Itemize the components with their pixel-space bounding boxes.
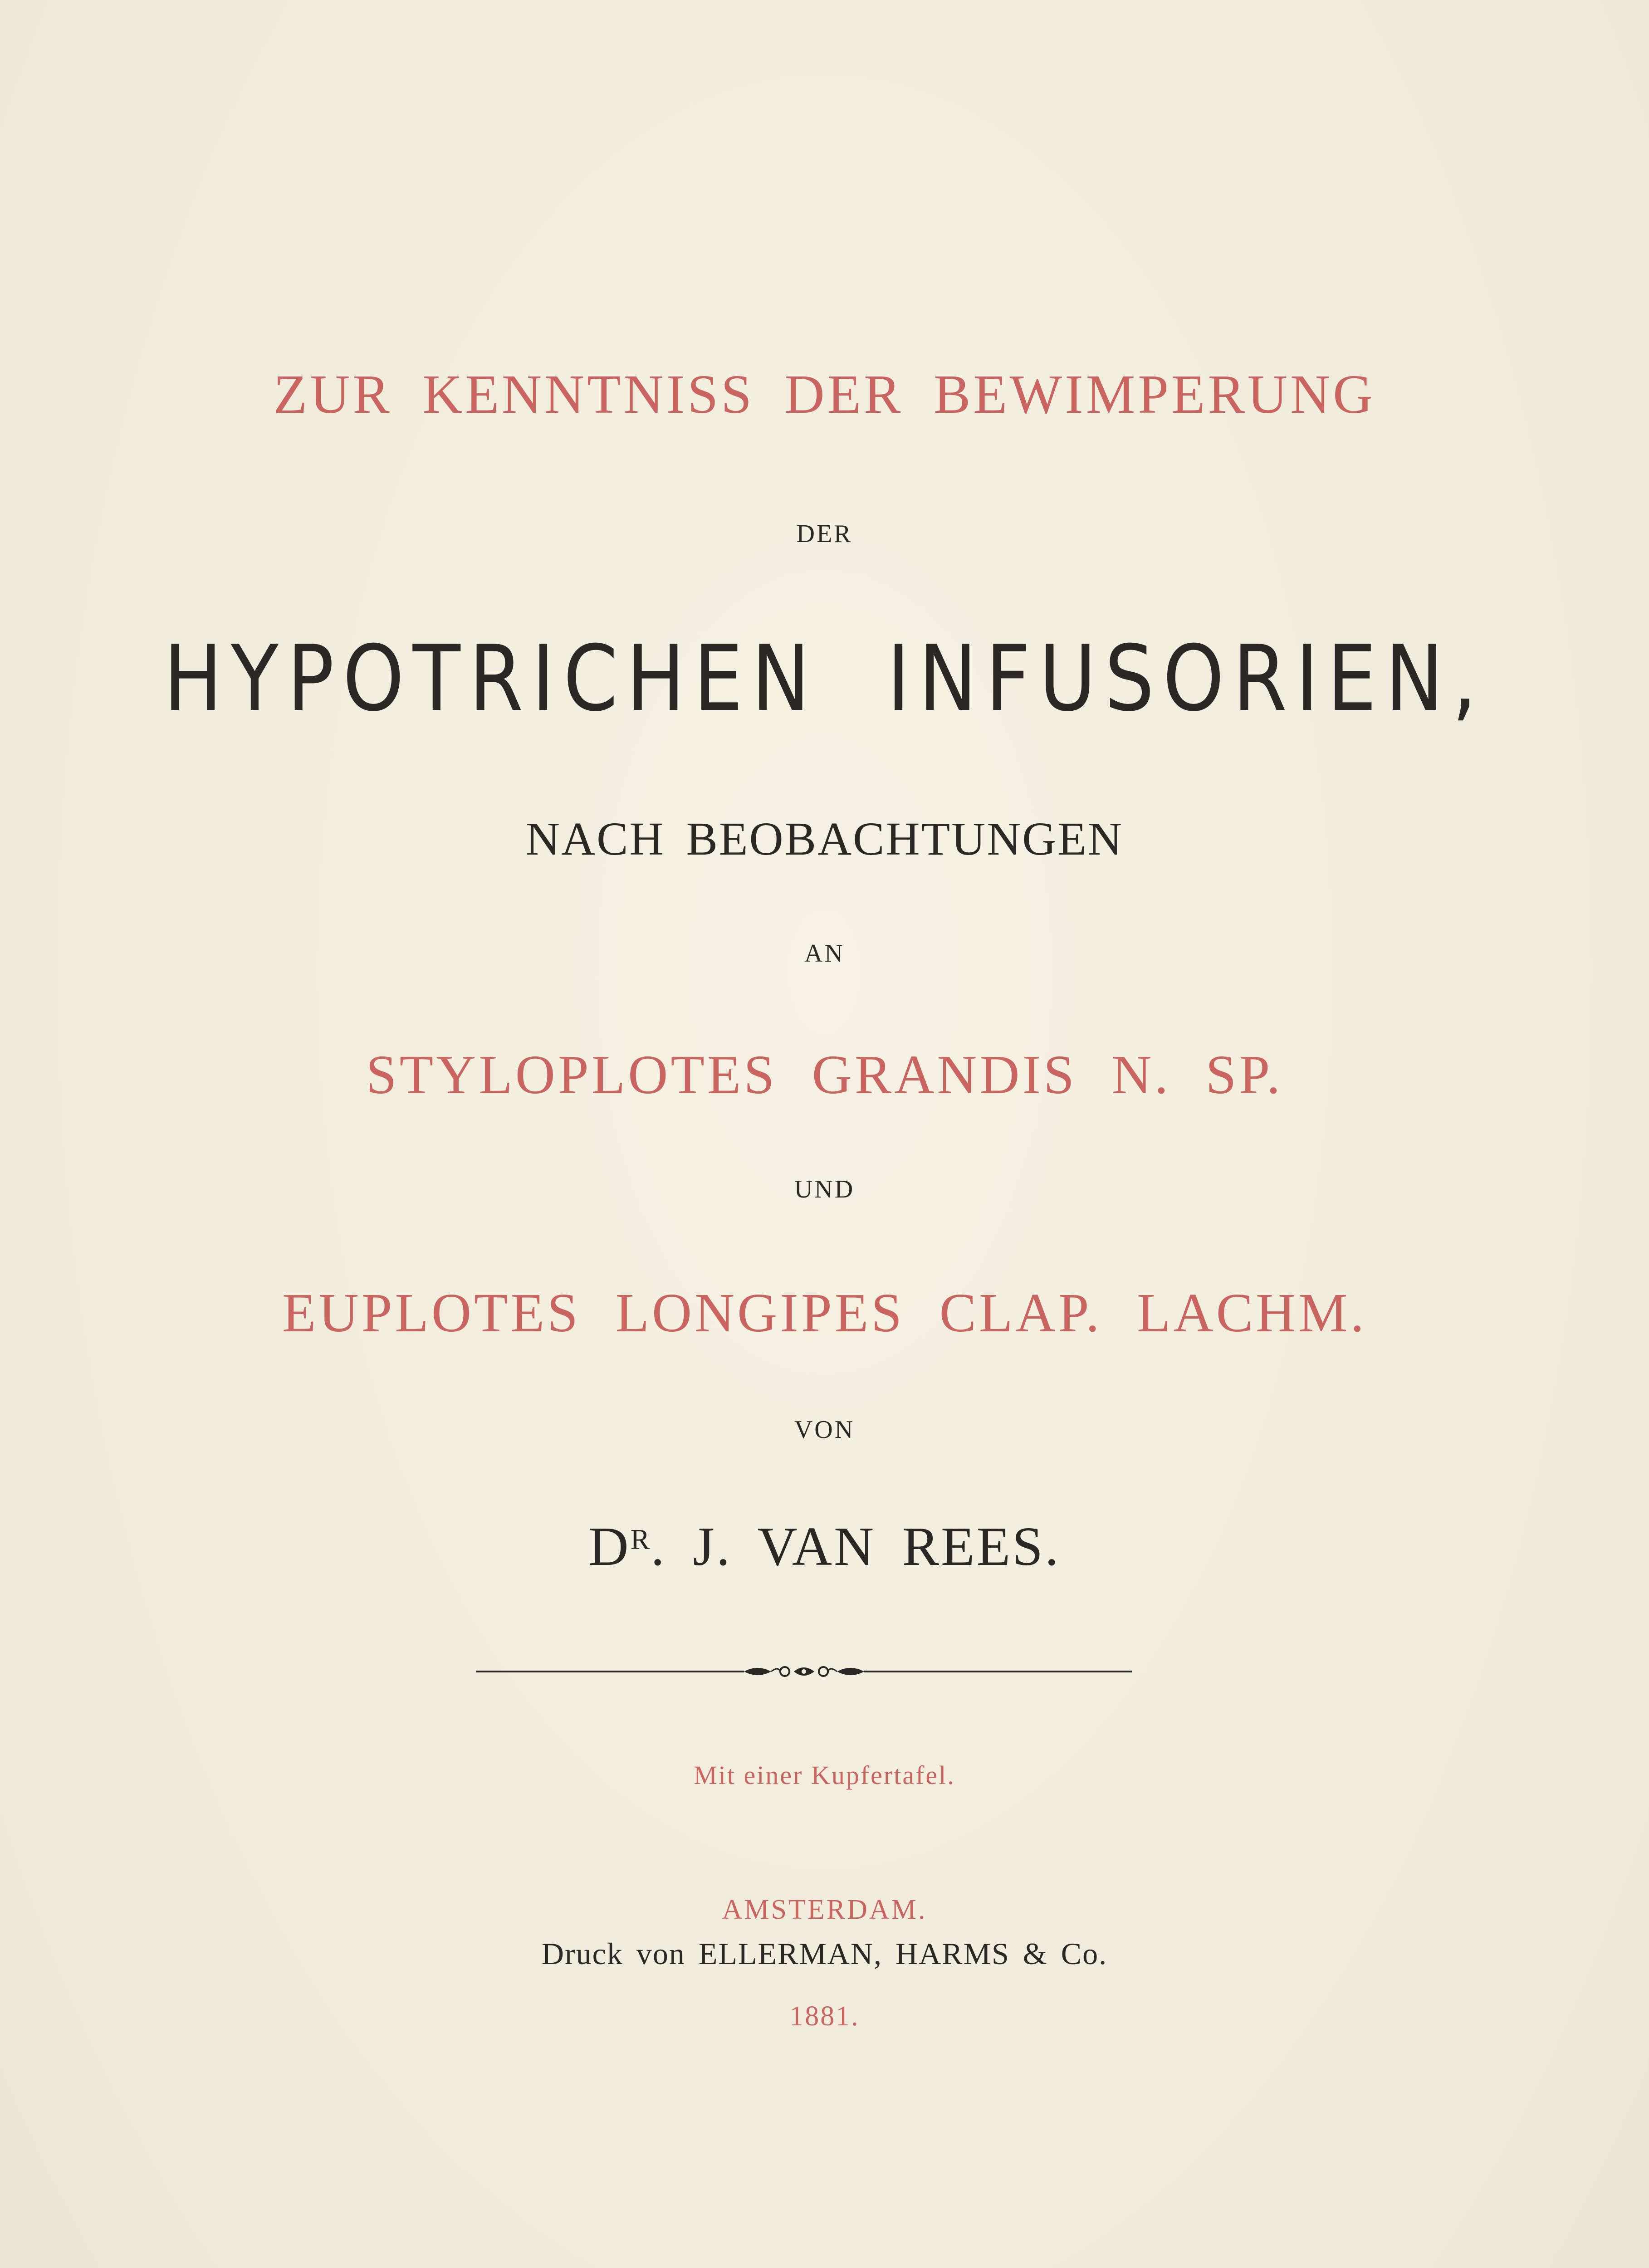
plate-note: Mit einer Kupfertafel. — [694, 1760, 955, 1790]
imprint-city: AMSTERDAM. — [722, 1894, 927, 1925]
connector-an: AN — [804, 939, 845, 968]
species-1: STYLOPLOTES GRANDIS N. SP. — [366, 1044, 1283, 1105]
imprint-year: 1881. — [789, 2001, 860, 2032]
imprint-printer: Druck von ELLERMAN, HARMS & Co. — [541, 1936, 1108, 1971]
species-2: EUPLOTES LONGIPES CLAP. LACHM. — [282, 1282, 1367, 1344]
author-name: . J. VAN REES. — [651, 1516, 1061, 1577]
main-title: HYPOTRICHEN INFUSORIEN, — [163, 626, 1486, 732]
author-prefix-superscript: R — [630, 1523, 651, 1555]
author-line — [0, 1515, 1649, 1579]
author-prefix: D — [588, 1516, 631, 1577]
ornamental-rule-icon — [476, 1662, 1132, 1681]
subtitle-line: NACH BEOBACHTUNGEN — [525, 813, 1124, 865]
title-line-der: DER — [796, 520, 853, 548]
connector-von: VON — [794, 1416, 855, 1444]
connector-und: UND — [794, 1175, 855, 1203]
title-line-1: ZUR KENNTNISS DER BEWIMPERUNG — [273, 364, 1376, 425]
